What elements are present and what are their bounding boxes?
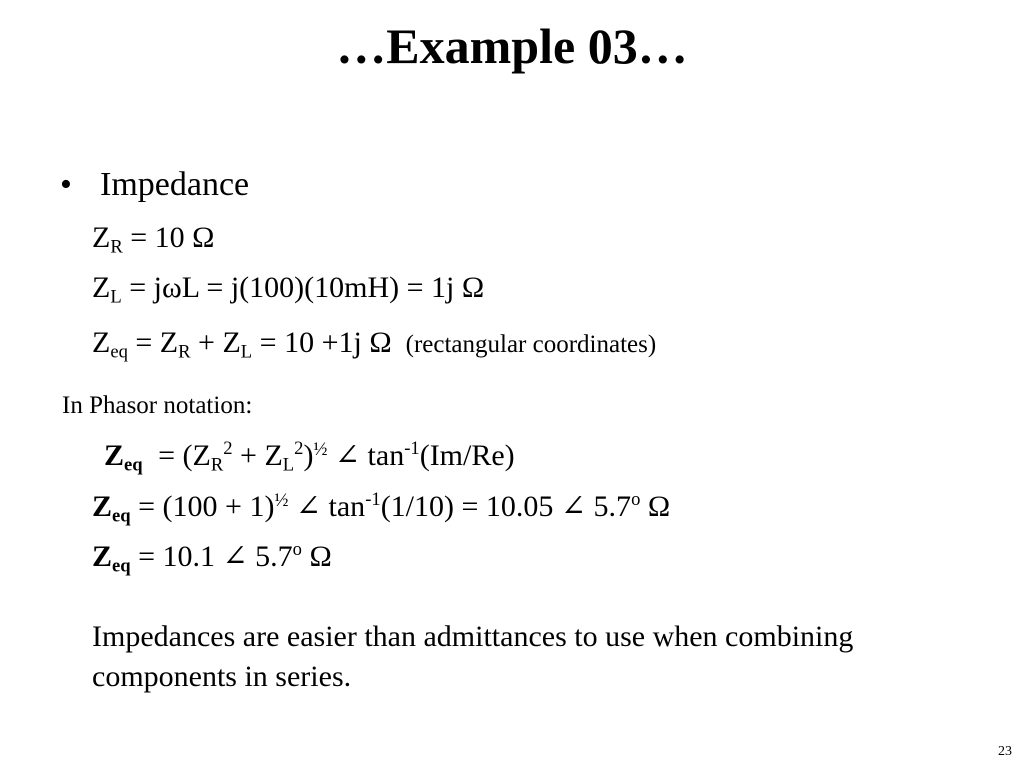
rectangular-note: (rectangular coordinates) <box>405 331 657 358</box>
p2-open: = (100 + 1) <box>130 490 275 523</box>
zeq-eq: = Z <box>127 326 179 359</box>
p1-open: = (Z <box>150 439 211 472</box>
phasor-equation-2 <box>92 489 670 525</box>
p3-val: = 10.1 ∠ 5.7 <box>130 540 293 573</box>
p2-sup-inv: -1 <box>365 488 381 510</box>
p1-angle: ∠ tan <box>327 439 405 472</box>
p1-subscript: eq <box>124 454 143 476</box>
zr-equation <box>92 220 214 256</box>
summary-paragraph: Impedances are easier than admittances to use when combining components in series. <box>92 620 854 693</box>
zr-symbol: Z <box>92 221 111 254</box>
p2-arg: (1/10) = 10.05 ∠ 5.7 <box>380 490 632 523</box>
zl-subscript: L <box>110 286 122 308</box>
p2-unit: Ω <box>640 490 671 523</box>
zl-value: = jωL = j(100)(10mH) = 1j Ω <box>121 271 485 304</box>
phasor-equation-1 <box>104 438 515 474</box>
p3-subscript: eq <box>112 555 131 577</box>
bullet-text: Impedance <box>100 166 250 203</box>
zeq-plus: + Z <box>190 326 241 359</box>
zeq-subscript: eq <box>110 341 128 363</box>
p1-half: ½ <box>313 438 328 460</box>
p1-sub-l: L <box>282 454 295 476</box>
zeq-symbol: Z <box>92 326 111 359</box>
zeq-sub-r: R <box>178 341 191 363</box>
p3-deg: o <box>292 538 302 560</box>
p2-angle: ∠ tan <box>288 490 366 523</box>
zr-value: = 10 Ω <box>122 221 215 254</box>
zeq-value: = 10 +1j Ω <box>252 326 392 359</box>
bullet-impedance <box>60 167 249 203</box>
page-number: 23 <box>998 744 1012 759</box>
zeq-rect-equation <box>92 325 656 363</box>
p2-deg: o <box>631 488 641 510</box>
p3-symbol: Z <box>92 540 113 573</box>
zr-subscript: R <box>110 236 123 258</box>
phasor-label: In Phasor notation: <box>62 392 253 419</box>
p2-symbol: Z <box>92 490 113 523</box>
slide-title: …Example 03… <box>336 18 688 74</box>
p1-close: ) <box>303 439 314 472</box>
p1-sup-2b: 2 <box>294 437 304 459</box>
p1-sup-2a: 2 <box>223 437 233 459</box>
p2-subscript: eq <box>112 505 131 527</box>
p1-sup-inv: -1 <box>404 437 420 459</box>
p1-symbol: Z <box>104 439 125 472</box>
zl-symbol: Z <box>92 271 111 304</box>
p1-sub-r: R <box>210 454 224 476</box>
bullet-marker: • <box>60 166 72 203</box>
phasor-equation-3 <box>92 539 332 575</box>
zl-equation <box>92 270 484 306</box>
p1-plus: + Z <box>232 439 283 472</box>
zeq-sub-l: L <box>240 341 253 363</box>
p1-arg: (Im/Re) <box>419 439 515 472</box>
p2-half: ½ <box>274 489 289 511</box>
p3-unit: Ω <box>301 540 332 573</box>
